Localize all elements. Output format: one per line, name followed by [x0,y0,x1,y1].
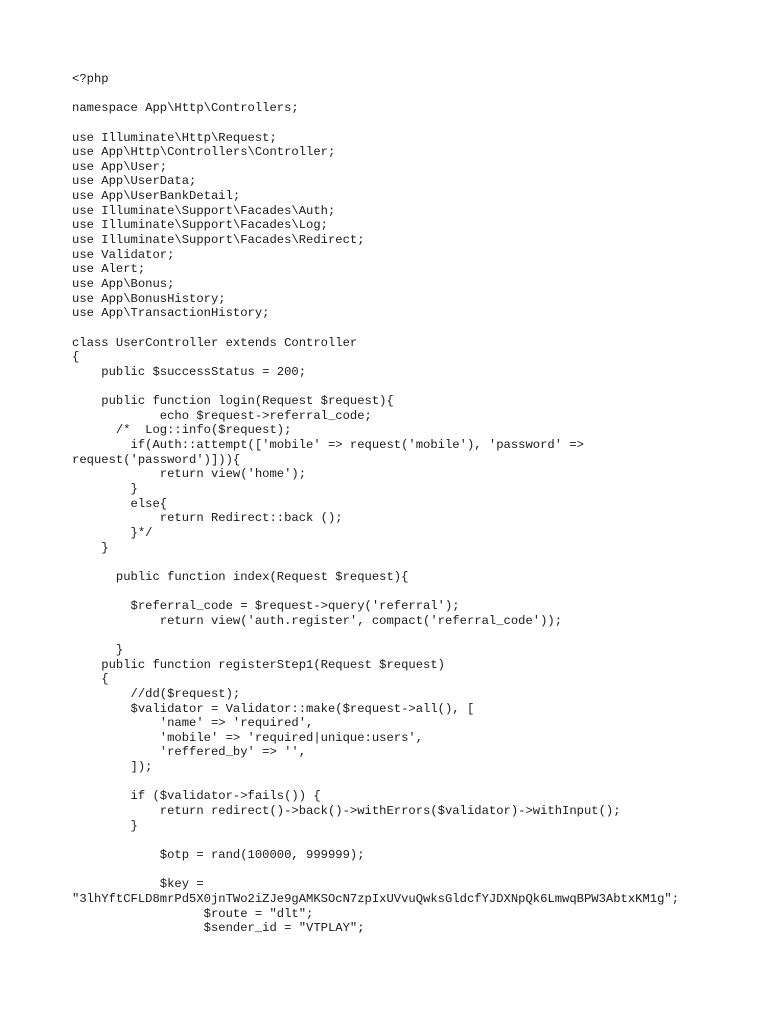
code-line: { [72,350,80,365]
code-line: if ($validator->fails()) { [72,789,321,804]
code-line: use Illuminate\Http\Request; [72,130,277,145]
code-line: } [72,642,124,657]
code-line: } [72,818,138,833]
code-line: ]); [72,760,153,775]
code-line: return redirect()->back()->withErrors($validator)->withInput(); [72,804,621,819]
code-line: use Illuminate\Support\Facades\Log; [72,218,328,233]
code-line [72,775,752,790]
code-line: if(Auth::attempt(['mobile' => request('mobile'), 'password' => [72,438,584,453]
code-line: request('password')])){ [72,452,241,467]
code-line [72,116,752,131]
code-line: /* Log::info($request); [72,423,292,438]
code-line: namespace App\Http\Controllers; [72,101,299,116]
code-line [72,87,752,102]
code-line: return view('home'); [72,467,307,482]
code-line [72,863,752,878]
code-line: public function login(Request $request){ [72,394,394,409]
code-line: 'name' => 'required', [72,716,314,731]
code-line: use App\UserData; [72,174,197,189]
code-line: $sender_id = "VTPLAY"; [72,921,365,936]
code-line: class UserController extends Controller [72,335,358,350]
code-line: use App\Bonus; [72,276,175,291]
code-line: echo $request->referral_code; [72,408,372,423]
code-line [72,584,752,599]
code-line: $key = [72,877,204,892]
code-line [72,628,752,643]
code-line: use Alert; [72,262,146,277]
code-line: public $successStatus = 200; [72,364,307,379]
code-line: $route = "dlt"; [72,906,314,921]
code-line: use Illuminate\Support\Facades\Redirect; [72,233,365,248]
code-line: 'mobile' => 'required|unique:users', [72,730,424,745]
code-line: return Redirect::back (); [72,511,343,526]
code-line: }*/ [72,525,153,540]
code-line: use Illuminate\Support\Facades\Auth; [72,203,336,218]
code-line [72,321,752,336]
code-line: use App\UserBankDetail; [72,189,241,204]
code-line: $validator = Validator::make($request->all(), [ [72,701,475,716]
code-line: else{ [72,496,168,511]
code-line: return view('auth.register', compact('referral_code')); [72,613,563,628]
code-line: use App\BonusHistory; [72,291,226,306]
code-line [72,555,752,570]
code-line: $otp = rand(100000, 999999); [72,847,365,862]
code-line: public function index(Request $request){ [72,569,409,584]
code-line [72,833,752,848]
code-line: <?php [72,72,109,86]
code-line: 'reffered_by' => '', [72,745,307,760]
code-line: use App\User; [72,159,168,174]
code-line: { [72,672,109,687]
code-line: use Validator; [72,247,175,262]
code-line: //dd($request); [72,686,241,701]
code-line: "3lhYftCFLD8mrPd5X0jnTWo2iZJe9gAMKSOcN7zpIxUVvuQwksGldcfYJDXNpQk6LmwqBPW3AbtxKM1g"; [72,891,680,906]
code-line: public function registerStep1(Request $request) [72,657,445,672]
code-line: use App\TransactionHistory; [72,306,270,321]
code-line: } [72,481,138,496]
code-line: use App\Http\Controllers\Controller; [72,145,336,160]
code-line [72,379,752,394]
code-line: $referral_code = $request->query('referral'); [72,599,460,614]
code-listing [72,72,752,936]
code-line: } [72,540,109,555]
